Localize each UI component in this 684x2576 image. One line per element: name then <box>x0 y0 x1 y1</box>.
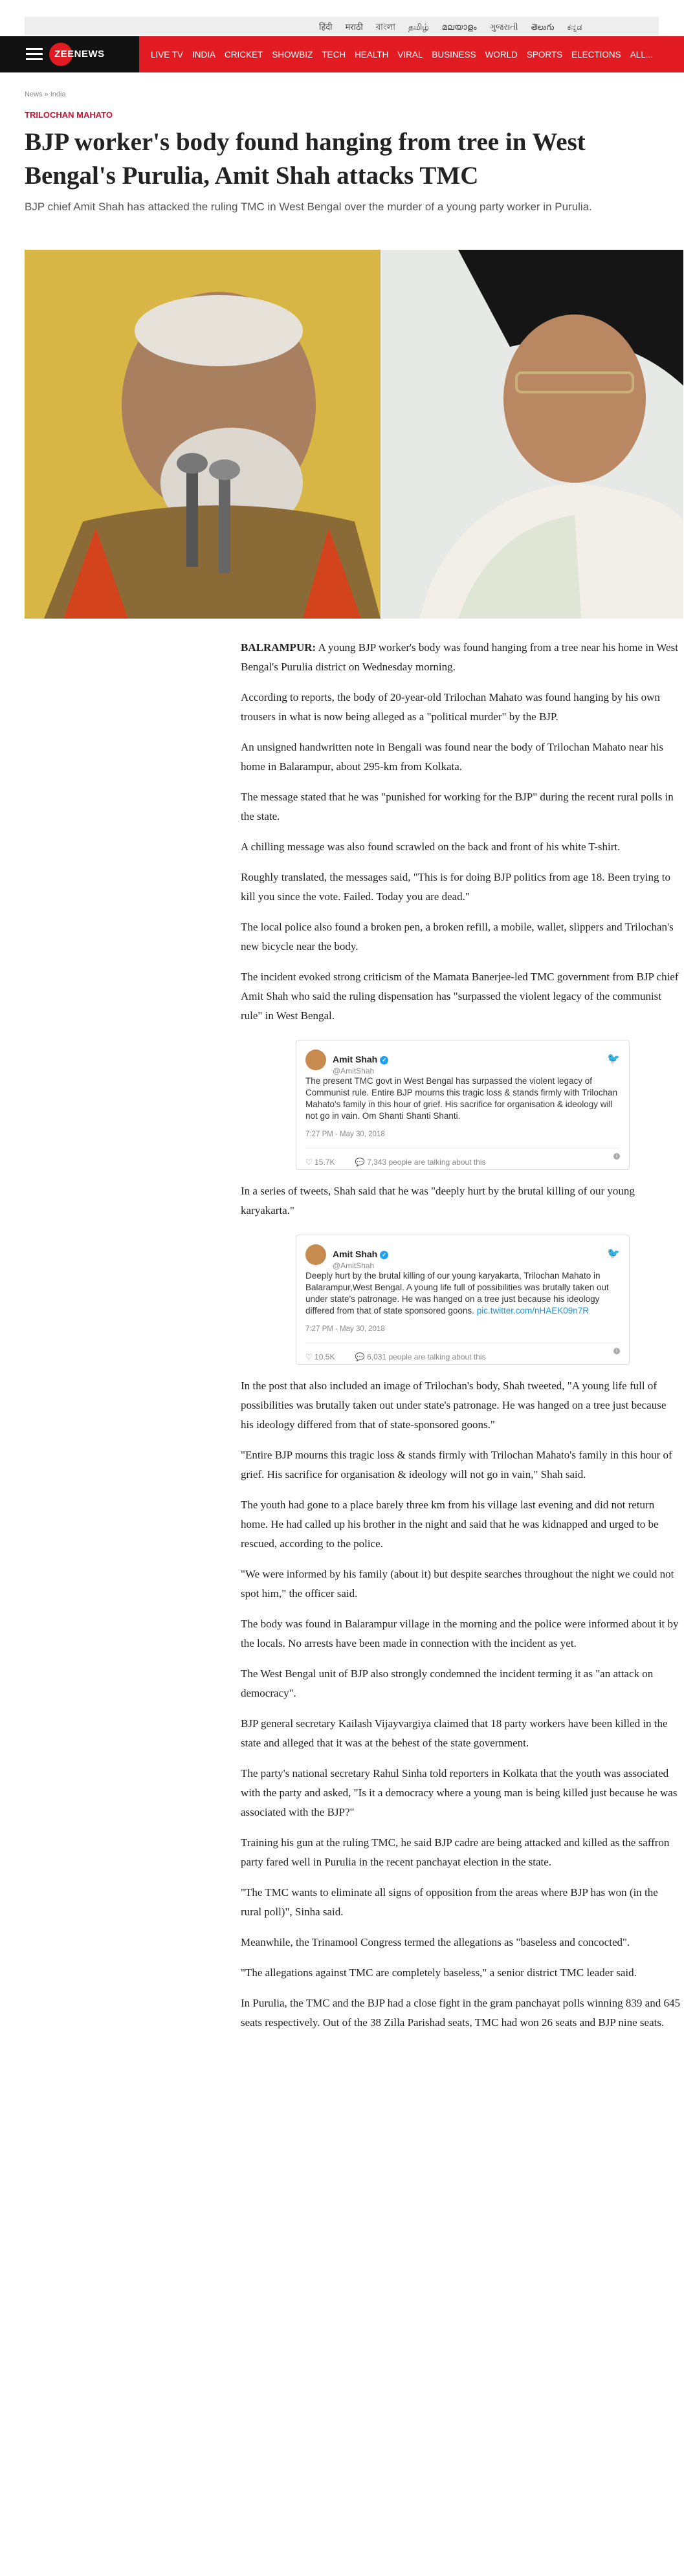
article-paragraph: According to reports, the body of 20-year-old Trilochan Mahato was found hanging by his own trousers in what is now being alleged as a "political murder" by the BJP. <box>241 691 660 723</box>
nav-brand-area <box>0 36 139 72</box>
info-icon[interactable]: i <box>613 1348 620 1354</box>
nav-item-health[interactable]: HEALTH <box>355 50 389 60</box>
tweet-text <box>305 1270 620 1317</box>
hero-image <box>25 250 683 619</box>
tweet-likes-count: 15.7K <box>314 1158 335 1167</box>
nav-item-world[interactable]: WORLD <box>485 50 518 60</box>
nav-item-live-tv[interactable]: LIVE TV <box>151 50 184 60</box>
author-byline[interactable]: TRILOCHAN MAHATO <box>25 110 113 120</box>
article-paragraph: In Purulia, the TMC and the BJP had a close fight in the gram panchayat polls winning 839 and 645 seats respectively. Out of the 38 Zilla Parishad seats, TMC had won 26 seats and BJP nine seats. <box>241 1997 680 2029</box>
language-links <box>319 21 595 35</box>
article-paragraph: The local police also found a broken pen, a broken refill, a mobile, wallet, slippers and Trilochan's new bicycle near the body. <box>241 921 674 952</box>
tweet-avatar[interactable] <box>305 1244 326 1265</box>
article-paragraph: "Entire BJP mourns this tragic loss & stands firmly with Trilochan Mahato's family in this hour of grief. His sacrifice for organisation & ideology will not go in vain," Shah said. <box>241 1449 672 1481</box>
info-icon[interactable]: i <box>613 1153 620 1160</box>
article-headline: BJP worker's body found hanging from tree in West Bengal's Purulia, Amit Shah attacks TMC <box>25 128 586 190</box>
tweet-talking[interactable]: 💬 6,031 people are talking about this <box>355 1352 486 1361</box>
nav-item-elections[interactable]: ELECTIONS <box>571 50 621 60</box>
article-paragraph: The West Bengal unit of BJP also strongly condemned the incident terming it as "an attack on democracy". <box>241 1668 654 1699</box>
embedded-tweet[interactable] <box>296 1235 630 1365</box>
nav-item-tech[interactable]: TECH <box>322 50 346 60</box>
twitter-bird-icon[interactable]: 🐦 <box>607 1248 620 1259</box>
article-paragraph: "We were informed by his family (about it) but despite searches throughout the night we could not spot him," the officer said. <box>241 1568 674 1600</box>
tweet-text: The present TMC govt in West Bengal has surpassed the violent legacy of Communist rule. Entire BJP mourns this tragic loss & stands firmly with Trilochan Mahato's family in this hour of grief. His sacrifice for organisation & ideology will not go in vain. Om Shanti Shanti Shanti. <box>305 1076 618 1121</box>
article-paragraph: The party's national secretary Rahul Sinha told reporters in Kolkata that the youth was associated with the party and asked, "Is it a democracy where a young man is being killed just because he was associated with the BJP?" <box>241 1767 678 1818</box>
nav-item-cricket[interactable]: CRICKET <box>225 50 263 60</box>
site-logo-text[interactable]: ZEENEWS <box>54 49 105 60</box>
twitter-bird-icon[interactable]: 🐦 <box>607 1053 620 1064</box>
verified-badge-icon: ✓ <box>380 1056 388 1064</box>
article-dateline: BALRAMPUR: <box>241 641 316 654</box>
verified-badge-icon: ✓ <box>380 1251 388 1259</box>
nav-item-india[interactable]: INDIA <box>192 50 216 60</box>
lang-link-gujarati[interactable]: ગુજરાતી <box>489 22 518 32</box>
tweet-timestamp[interactable]: 7:27 PM - May 30, 2018 <box>305 1325 385 1333</box>
tweet-likes[interactable]: ♡ 15.7K <box>305 1158 335 1167</box>
article-paragraph: A chilling message was also found scrawled on the back and front of his white T-shirt. <box>241 841 621 853</box>
article-paragraph-lead <box>241 638 681 677</box>
article-paragraph: In a series of tweets, Shah said that he was "deeply hurt by the brutal killing of our young karyakarta." <box>241 1185 635 1216</box>
nav-item-viral[interactable]: VIRAL <box>397 50 423 60</box>
tweet-text-body: Deeply hurt by the brutal killing of our young karyakarta, Trilochan Mahato in Balarampur,West Bengal. A young life full of possibilities was brutally taken out under state's patronage. He was hanged on a tree just because his ideology differed from that of state sponsored goons. <box>305 1271 609 1316</box>
hero-image-right-photo <box>381 250 683 619</box>
tweet-handle[interactable]: @AmitShah <box>333 1066 375 1075</box>
hamburger-menu-icon[interactable] <box>26 48 43 61</box>
lang-link-kannada[interactable]: ಕನ್ನಡ <box>567 22 582 32</box>
article-paragraph: The youth had gone to a place barely three km from his village last evening and did not return home. He had called up his brother in the night and said that he was kidnapped and urged to be rescued, according to the police. <box>241 1499 659 1550</box>
lang-link-marathi[interactable]: मराठी <box>345 22 363 32</box>
language-bar <box>25 17 659 35</box>
lang-link-telugu[interactable]: తెలుగు <box>531 22 555 32</box>
article-body <box>241 638 684 2043</box>
nav-item-sports[interactable]: SPORTS <box>526 50 563 60</box>
tweet-pic-link[interactable]: pic.twitter.com/nHAEK09n7R <box>476 1306 590 1316</box>
article-paragraph: BJP general secretary Kailash Vijayvargiya claimed that 18 party workers have been killed in the state and alleged that it was at the behest of the state government. <box>241 1717 668 1749</box>
article-paragraph: The body was found in Balarampur village in the morning and the police were informed about it by the locals. No arrests have been made in connection with the incident as yet. <box>241 1618 679 1649</box>
embedded-tweet[interactable] <box>296 1040 630 1170</box>
lang-link-hindi[interactable]: हिंदी <box>319 22 333 32</box>
article-paragraph: Roughly translated, the messages said, "This is for doing BJP politics from age 18. Been trying to kill you since the vote. Failed. Today you are dead." <box>241 871 671 903</box>
article-paragraph: The incident evoked strong criticism of the Mamata Banerjee-led TMC government from BJP chief Amit Shah who said the ruling dispensation has "surpassed the violent legacy of the communist rule" in West Bengal. <box>241 971 679 1022</box>
tweet-timestamp[interactable]: 7:27 PM - May 30, 2018 <box>305 1130 385 1138</box>
lang-link-bangla[interactable]: বাংলা <box>375 22 395 32</box>
nav-items <box>151 49 662 61</box>
tweet-author-name-text: Amit Shah <box>333 1249 378 1259</box>
main-navbar <box>0 36 684 72</box>
article-lead-text: A young BJP worker's body was found hanging from a tree near his home in West Bengal's Purulia district on Wednesday morning. <box>241 641 678 673</box>
tweet-likes-count: 10.5K <box>314 1352 335 1361</box>
tweet-talking[interactable]: 💬 7,343 people are talking about this <box>355 1158 486 1167</box>
nav-item-business[interactable]: BUSINESS <box>432 50 476 60</box>
breadcrumb[interactable]: News » India <box>25 91 66 98</box>
article-paragraph: The message stated that he was "punished for working for the BJP" during the recent rural polls in the state. <box>241 791 674 822</box>
tweet-talking-text: 7,343 people are talking about this <box>367 1158 486 1167</box>
tweet-handle[interactable]: @AmitShah <box>333 1261 375 1270</box>
tweet-author-name-text: Amit Shah <box>333 1054 378 1064</box>
tweet-avatar[interactable] <box>305 1050 326 1070</box>
article-paragraph: In the post that also included an image of Trilochan's body, Shah tweeted, "A young life full of possibilities was brutally taken out under state's patronage. He was hanged on a tree just because his ideology differed from that of state-sponsored goons." <box>241 1380 667 1431</box>
tweet-talking-text: 6,031 people are talking about this <box>367 1352 486 1361</box>
article-summary: BJP chief Amit Shah has attacked the ruling TMC in West Bengal over the murder of a young party worker in Purulia. <box>25 201 592 213</box>
article-paragraph: "The TMC wants to eliminate all signs of opposition from the areas where BJP has won (in the rural poll)", Sinha said. <box>241 1886 658 1918</box>
nav-item-showbiz[interactable]: SHOWBIZ <box>272 50 313 60</box>
lang-link-malayalam[interactable]: മലയാളം <box>441 22 477 32</box>
article-paragraph: Training his gun at the ruling TMC, he said BJP cadre are being attacked and killed as the saffron party fared well in Purulia in the recent panchayat election in the state. <box>241 1836 670 1868</box>
article-paragraph: An unsigned handwritten note in Bengali was found near the body of Trilochan Mahato near his home in Balarampur, about 295-km from Kolkata. <box>241 741 663 773</box>
tweet-likes[interactable]: ♡ 10.5K <box>305 1352 335 1361</box>
lang-link-tamil[interactable]: தமிழ் <box>408 22 429 32</box>
article-paragraph: "The allegations against TMC are completely baseless," a senior district TMC leader said. <box>241 1966 637 1979</box>
article-paragraph: Meanwhile, the Trinamool Congress termed the allegations as "baseless and concocted". <box>241 1936 630 1948</box>
hero-image-left-photo <box>25 250 381 619</box>
nav-item-all[interactable]: ALL... <box>630 50 653 60</box>
